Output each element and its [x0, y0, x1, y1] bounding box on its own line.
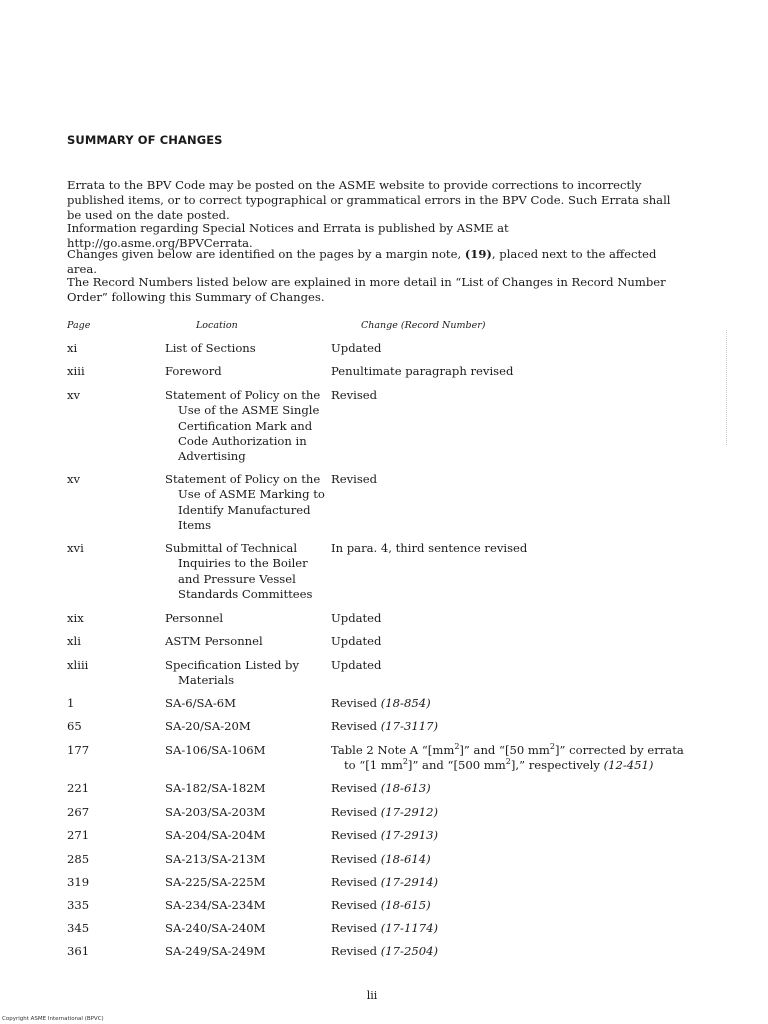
row-change: Penultimate paragraph revised [331, 364, 514, 378]
row-page: 221 [67, 781, 90, 795]
intro-paragraph-record-numbers: The Record Numbers listed below are explained in more detail in “List of Changes in Record Number Order” following this Summary of Changes. [67, 275, 666, 304]
row-location: SA-213/SA-213M [165, 852, 266, 866]
row-location: List of Sections [165, 341, 256, 355]
column-header-location: Location [196, 320, 238, 331]
record-number: (17-2912) [380, 805, 439, 819]
row-location: ASTM Personnel [165, 634, 263, 648]
intro-paragraph-margin-note: Changes given below are identified on the pages by a margin note, (19), placed next to the affected area. [67, 247, 657, 276]
row-change: Table 2 Note A “$[mm^2]$” and “[50 $mm^2$]” corrected by errata to “[1 $mm^2$]” and “[500 $mm^2$],” respectively (12-451) [331, 742, 684, 773]
row-change: Revised (18-614) [331, 852, 431, 866]
row-page: xvi [67, 541, 84, 555]
row-page: 267 [67, 805, 90, 819]
row-page: xliii [67, 658, 89, 672]
row-location: SA-240/SA-240M [165, 921, 266, 935]
row-location: SA-234/SA-234M [165, 898, 266, 912]
row-change: Revised (17-1174) [331, 921, 439, 935]
row-location: SA-20/SA-20M [165, 719, 251, 733]
row-location: Submittal of Technical Inquiries to the Boiler and Pressure Vessel Standards Committees [165, 541, 313, 601]
record-number: (17-2914) [380, 875, 439, 889]
row-page: 361 [67, 944, 90, 958]
row-change: In para. 4, third sentence revised [331, 541, 528, 555]
row-change: Updated [331, 611, 382, 625]
intro-paragraph-info: Information regarding Special Notices and Errata is published by ASME at http://go.asme.org/BPVCerrata. [67, 221, 509, 250]
row-change: Revised (17-3117) [331, 719, 439, 733]
row-location: SA-182/SA-182M [165, 781, 266, 795]
row-change: Updated [331, 658, 382, 672]
row-change: Revised (17-2914) [331, 875, 439, 889]
row-page: xi [67, 341, 78, 355]
row-location: SA-249/SA-249M [165, 944, 266, 958]
row-location: SA-203/SA-203M [165, 805, 266, 819]
column-header-change: Change (Record Number) [361, 320, 486, 331]
row-page: xiii [67, 364, 85, 378]
page-number: lii [366, 989, 378, 1002]
record-number: (17-2913) [380, 828, 439, 842]
row-change: Revised (17-2913) [331, 828, 439, 842]
intro-paragraph-errata: Errata to the BPV Code may be posted on the ASME website to provide corrections to incorrectly published items, or to correct typographical or grammatical errors in the BPV Code. Such Errata shall be used on the date posted. [67, 178, 671, 222]
row-page: xix [67, 611, 84, 625]
record-number: (18-615) [380, 898, 431, 912]
row-change: Revised (17-2912) [331, 805, 439, 819]
row-location: SA-6/SA-6M [165, 696, 236, 710]
row-change: Revised (18-854) [331, 696, 431, 710]
record-number: (18-613) [380, 781, 431, 795]
record-number: (18-614) [380, 852, 431, 866]
column-header-page: Page [67, 320, 91, 331]
margin-note-label: (19) [464, 247, 492, 261]
row-location: Foreword [165, 364, 222, 378]
row-change: Revised (18-615) [331, 898, 431, 912]
row-page: xv [67, 388, 81, 402]
row-page: 319 [67, 875, 90, 889]
row-page: 177 [67, 743, 90, 757]
page-title: SUMMARY OF CHANGES [67, 133, 223, 147]
row-location: SA-204/SA-204M [165, 828, 266, 842]
row-change: Revised (17-2504) [331, 944, 439, 958]
row-change: Revised [331, 388, 378, 402]
row-page: 335 [67, 898, 90, 912]
row-page: 271 [67, 828, 90, 842]
row-location: SA-225/SA-225M [165, 875, 266, 889]
row-page: 345 [67, 921, 90, 935]
record-number: (17-1174) [380, 921, 439, 935]
row-page: 65 [67, 719, 82, 733]
row-page: xv [67, 472, 81, 486]
row-page: xli [67, 634, 81, 648]
record-number: (17-3117) [380, 719, 439, 733]
record-number: (12-451) [603, 758, 654, 773]
row-location: SA-106/SA-106M [165, 743, 266, 757]
copyright-notice: Copyright ASME International (BPVC) [2, 1016, 104, 1022]
row-page: 1 [67, 696, 75, 710]
row-location: Statement of Policy on the Use of the ASME Single Certification Mark and Code Authorization in Advertising [165, 388, 321, 464]
row-change: Revised [331, 472, 378, 486]
record-number: (18-854) [380, 696, 431, 710]
record-number: (17-2504) [380, 944, 439, 958]
row-location: Statement of Policy on the Use of ASME Marking to Identify Manufactured Items [165, 472, 325, 532]
row-change: Updated [331, 634, 382, 648]
row-change: Updated [331, 341, 382, 355]
row-page: 285 [67, 852, 90, 866]
scan-margin-mark [726, 330, 729, 445]
row-change: Revised (18-613) [331, 781, 431, 795]
row-location: Personnel [165, 611, 224, 625]
row-location: Specification Listed by Materials [165, 658, 300, 688]
